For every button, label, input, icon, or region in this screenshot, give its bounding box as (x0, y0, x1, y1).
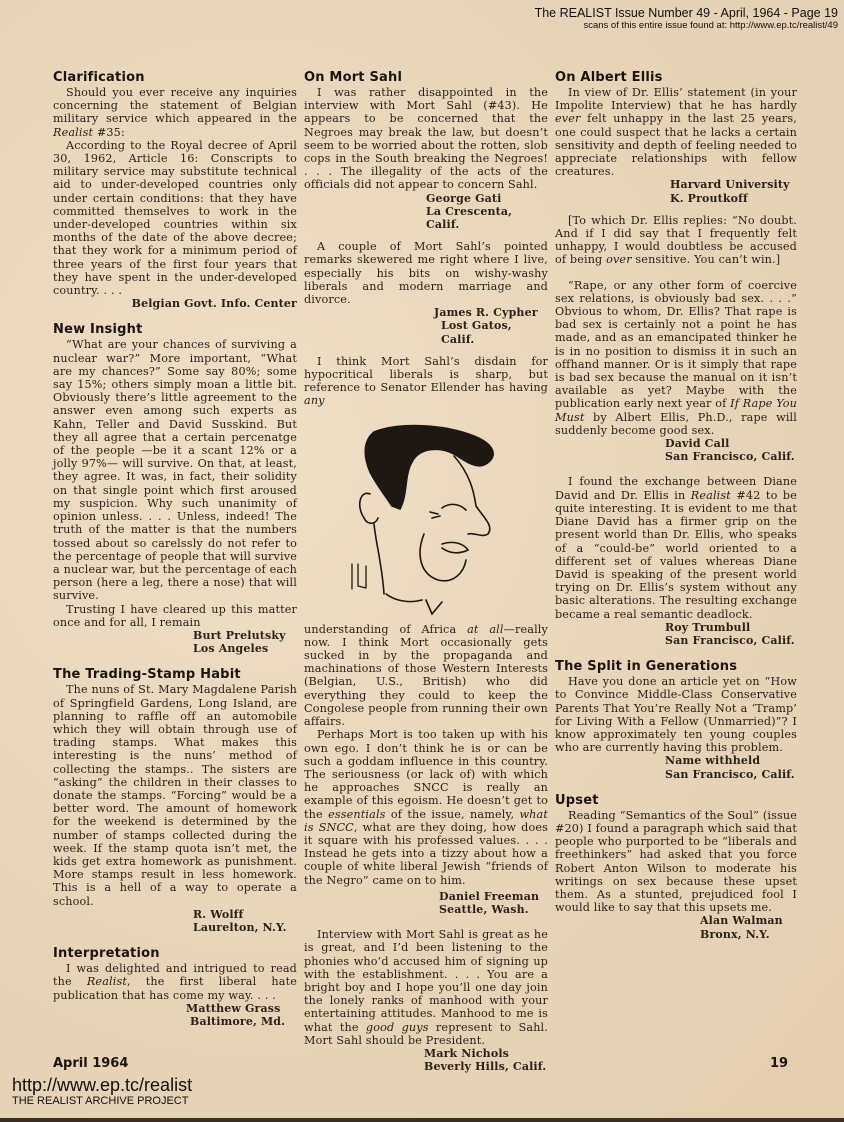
letter-cypher (304, 240, 548, 346)
page-number: 19 (770, 1056, 789, 1071)
letter-paragraph: Have you done an article yet on “How to Convince Middle-Class Conservative Parents That You’re Really Not a ‘Tramp’ for Living With a Fellow (Unmarried)”? I know approximately ten young couples who are currently having this problem. (555, 675, 797, 755)
article-paragraph: According to the Royal decree of April 30, 1962, Article 16: Conscripts to military service may substitute technical aid to under-developed countries only under certain conditions: that they have committed themselves to work in the under-developed countries within six months of the date of the above decree; that they work for a minimum period of three years of the first four years that they have spent in the under-developed country. . . . (53, 138, 297, 298)
signature-name: James R. Cypher (434, 306, 538, 320)
article-title: On Albert Ellis (555, 70, 663, 85)
letter-paragraph: A couple of Mort Sahl’s pointed remarks skewered me right where I live, especially his bits on wishy-washy liberals and modern marriage and divorce. (304, 240, 548, 307)
signature-place: Bronx, N.Y. (700, 927, 770, 941)
article-title: Upset (555, 792, 599, 808)
ear-shape (360, 493, 378, 523)
signature-place: Baltimore, Md. (190, 1015, 286, 1028)
article-new-insight (53, 322, 297, 655)
signature-place: Beverly Hills, Calif. (424, 1060, 547, 1074)
letter-paragraph: Interview with Mort Sahl is great as he is great, and I’d been listening to the phonies who’d accused him of signing up with the establishment. . . . You are a bright boy and I hope you’ll one day join the lonely ranks of manhood with your entertaining attitudes. Manhood to me is what the good guys represent to Sahl. Mort Sahl should be President. (304, 928, 548, 1047)
signature-place: Seattle, Wash. (439, 902, 529, 916)
caricature-illustration (304, 414, 548, 619)
archive-project-label: THE REALIST ARCHIVE PROJECT (12, 1095, 189, 1107)
signature-place: Los Angeles (193, 642, 269, 656)
signature-place: San Francisco, Calif. (665, 450, 795, 464)
signature-place: K. Proutkoff (670, 191, 748, 205)
lapel-line (426, 600, 442, 614)
neck-line (374, 524, 384, 594)
reply-paragraph: [To which Dr. Ellis replies: “No doubt. And if I did say that I frequently felt unhappy, I would doubtless be accused of being over sensitive. You can’t win.] (555, 213, 797, 267)
article-split-in-generations (555, 659, 797, 781)
signature-name: Burt Prelutsky (193, 628, 286, 642)
article-interpretation (53, 946, 297, 1028)
letter-paragraph: Reading “Semantics of the Soul” (issue #20) I found a paragraph which said that people who purported to be “liberals and freethinkers” had asked that you force Robert Anton Wilson to moderate his writings on sex because these upset them. As a stunted, prejudiced fool I would like to say that this upsets me. (555, 808, 797, 915)
nose-line (454, 456, 490, 535)
column-3 (555, 70, 797, 941)
jaw-line (420, 534, 466, 581)
letter-paragraph: I was rather disappointed in the interview with Mort Sahl (#43). He appears to be concerned that the Negroes may break the law, but doesn’t seem to be worried about the rotten, slob cops in the South breaking the Negroes! . . . The illegality of the acts of the officials did not appear to concern Sahl. (304, 86, 548, 192)
signature-name: Harvard University (670, 178, 790, 192)
signature-name: David Call (665, 437, 730, 451)
letter-freeman (304, 355, 548, 916)
letter-nichols (304, 928, 548, 1073)
article-paragraph: Should you ever receive any inquiries concerning the statement of Belgian military service which appeared in the Realist #35: (53, 86, 297, 139)
archive-header (535, 6, 838, 32)
footer-date: April 1964 (53, 1056, 129, 1071)
column-1 (53, 70, 297, 1028)
signature: Belgian Govt. Info. Center (131, 297, 297, 311)
article-on-albert-ellis (555, 70, 797, 647)
mouth-line (442, 542, 468, 552)
signature-name: Alan Walman (700, 914, 783, 928)
eye-wrinkle-line (430, 512, 440, 518)
signature-place: San Francisco, Calif. (665, 633, 795, 647)
letter-paragraph: understanding of Africa at all—really now. I think Mort occasionally gets sucked in by the propaganda and machinations of those Western Interests (Belgian, U.S., British) who did everything they could to keep the Congolese people from running their own affairs. (304, 622, 548, 729)
article-title: Interpretation (53, 946, 160, 962)
eye-line (442, 504, 466, 510)
signature-name: Daniel Freeman (439, 889, 540, 903)
article-paragraph: I was delighted and intrigued to read the Realist, the first liberal hate publication that has come my way. . . . (53, 962, 297, 1002)
article-clarification (53, 70, 297, 310)
article-title: On Mort Sahl (304, 70, 403, 85)
artist-signature (352, 564, 366, 589)
letter-paragraph: I think Mort Sahl’s disdain for hypocritical liberals is sharp, but reference to Senator Ellender has having any (304, 354, 548, 408)
letter-gati (304, 86, 548, 231)
signature-name: Mark Nichols (424, 1046, 509, 1060)
letter-paragraph: Perhaps Mort is too taken up with his own ego. I don’t think he is or can be such a goddam influence in this country. The seriousness (or lack of) with which he approaches SNCC is really an example of this egoism. He doesn’t get to the essentials of the issue, namely, what is SNCC, what are they doing, how does it square with his professed values. . . . Instead he gets into a tizzy about how a couple of white liberal Jewish “friends of the Negro” came on to him. (304, 728, 549, 887)
article-paragraph: “What are your chances of surviving a nuclear war?” More important, “What are my chances?” Some say 80%; some say 15%; others simply moan a little bit. Obviously there’s little agreement to the answer even among such experts as Kahn, Teller and David Susskind. But they all agree that a certain percenatge of the people —be it a scant 12% or a jolly 97%— will survive. On that, at least, they agree. It was, in fact, their solidity on that single point which first aroused my suspicion. Why such unanimity of opinion unless. . . . Unless, indeed! The truth of the matter is that the numbers tossed about so carelssly do not refer to the percentage of people that will survive a nuclear war, but the percentage of each person (here a leg, there a nose) that will survive. (53, 338, 297, 603)
signature-name: Name withheld (665, 754, 761, 768)
article-title: The Split in Generations (555, 659, 738, 675)
article-title: The Trading-Stamp Habit (53, 667, 241, 683)
signature-name: R. Wolff (193, 907, 244, 921)
archive-header-title: The REALIST Issue Number 49 - April, 1964 - Page 19 (534, 6, 838, 20)
letter-paragraph: I found the exchange between Diane David and Dr. Ellis in Realist #42 to be quite interesting. It is evident to me that Diane David has a firmer grip on the present world than Dr. Ellis, who speaks of a “could-be” world oriented to a different set of values whereas Diane David is speaking of the present world trying on Dr. Ellis’s system without any basic alterations. The resulting exchange became a real semantic deadlock. (555, 475, 797, 621)
article-title: Clarification (53, 70, 145, 85)
signature-place: La Crescenta, Calif. (426, 204, 513, 232)
article-paragraph: The nuns of St. Mary Magdalene Parish of Springfield Gardens, Long Island, are planning to raffle off an automobile which they will obtain through use of trading stamps. What makes this interesting is the nuns’ method of collecting the stamps.. The sisters are “asking” the children in their classes to donate the stamps. “Forcing” would be a better word. The amount of homework for the weekend is determined by the number of stamps collected during the week. If the stamp quota isn’t met, the kids get extra homework as punishment. More stamps result in less homework. This is a hell of a way to operate a school. (53, 683, 297, 908)
signature-place: Lost Gatos, Calif. (441, 319, 512, 346)
archive-header-scans-link[interactable]: scans of this entire issue found at: http://www.ep.tc/realist/49 (583, 20, 838, 31)
article-paragraph: Trusting I have cleared up this matter once and for all, I remain (53, 602, 297, 629)
collar-line (386, 594, 422, 602)
signature-name: Matthew Grass (186, 1001, 281, 1015)
letter-paragraph: In view of Dr. Ellis’ statement (in your Impolite Interview) that he has hardly ever felt unhappy in the last 25 years, one could suspect that he lacks a certain sensitivity and depth of feeling needed to appreciate relationships with fellow creatures. (555, 86, 797, 179)
signature-place: Laurelton, N.Y. (193, 920, 287, 934)
archive-url-link[interactable]: http://www.ep.tc/realist (12, 1075, 193, 1095)
column-2 (304, 70, 548, 1073)
page-edge (0, 1118, 844, 1122)
article-trading-stamp-habit (53, 667, 297, 934)
signature-place: San Francisco, Calif. (665, 767, 795, 781)
article-title: New Insight (53, 322, 143, 338)
article-on-mort-sahl (304, 70, 548, 1073)
signature-name: Roy Trumbull (665, 620, 751, 634)
signature-name: George Gati (426, 191, 502, 205)
archive-footer (12, 1075, 192, 1108)
article-upset (555, 793, 797, 941)
letter-paragraph: “Rape, or any other form of coercive sex relations, is obviously bad sex. . . .” Obvious to whom, Dr. Ellis? That rape is bad sex is certainly not a point he has made, and as an emancipated thinker he is in no position to dismiss it in such an offhand manner. Or is it simply that rape is bad sex because the manual on it isn’t available as yet? Maybe with the publication early next year of If Rape You Must by Albert Ellis, Ph.D., rape will suddenly become good sex. (555, 278, 797, 437)
